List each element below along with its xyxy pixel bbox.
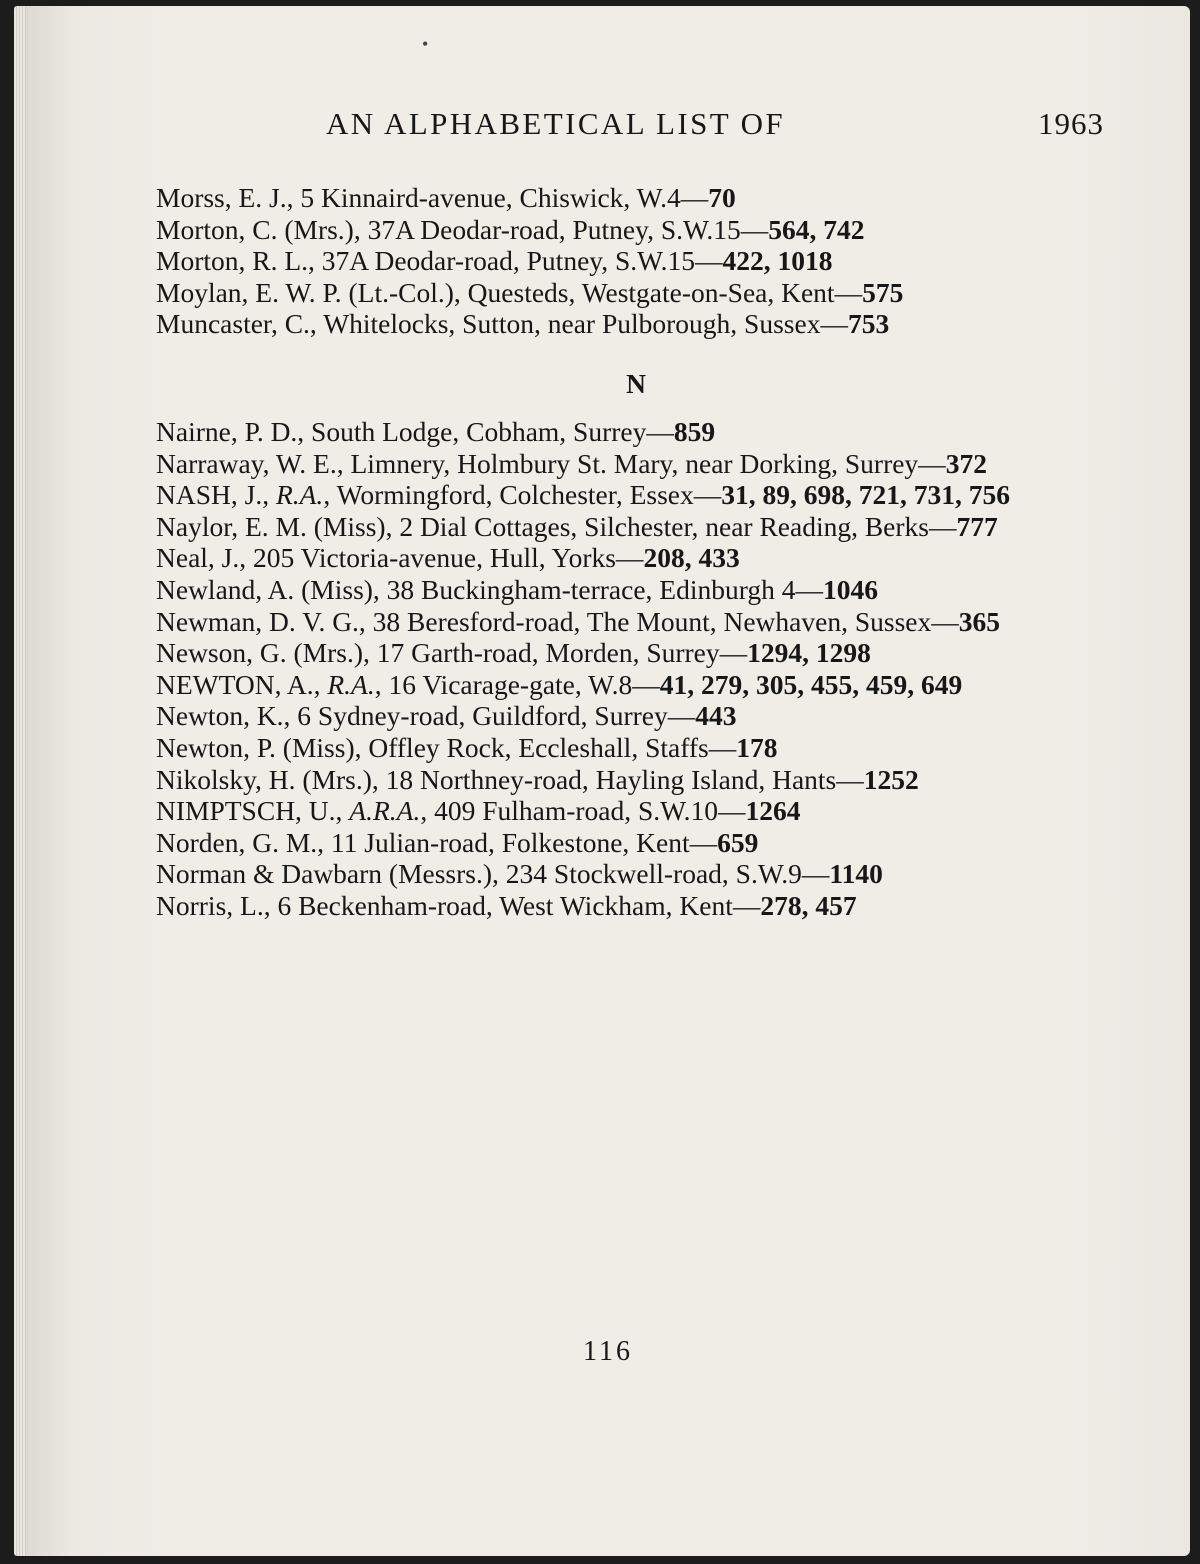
- list-entry: Newton, K., 6 Sydney-road, Guildford, Surrey—443: [156, 700, 737, 732]
- list-entry: Newland, A. (Miss), 38 Buckingham-terrace, Edinburgh 4—1046: [156, 573, 878, 605]
- list-entry: NASH, J., R.A., Wormingford, Colchester, Essex—31, 89, 698, 721, 731, 756: [156, 479, 1010, 511]
- list-entry: Newman, D. V. G., 38 Beresford-road, The Mount, Newhaven, Sussex—365: [156, 605, 1000, 637]
- list-entry: Nairne, P. D., South Lodge, Cobham, Surrey—859: [156, 415, 716, 447]
- list-entry: Narraway, W. E., Limnery, Holmbury St. Mary, near Dorking, Surrey—372: [156, 447, 987, 479]
- list-entry: Morton, R. L., 37A Deodar-road, Putney, S.W.15—422, 1018: [156, 245, 833, 277]
- entries-before-section: [156, 182, 1116, 340]
- list-entry: Norden, G. M., 11 Julian-road, Folkestone, Kent—659: [156, 826, 759, 858]
- list-entry: Muncaster, C., Whitelocks, Sutton, near Pulborough, Sussex—753: [156, 308, 890, 340]
- header-title: AN ALPHABETICAL LIST OF: [326, 106, 786, 141]
- entries-after-section: [156, 416, 1116, 922]
- list-entry: Newton, P. (Miss), Offley Rock, Eccleshall, Staffs—178: [156, 731, 778, 763]
- list-entry: Neal, J., 205 Victoria-avenue, Hull, Yorks—208, 433: [156, 542, 740, 574]
- entry-list: [156, 182, 1116, 921]
- list-entry: Morton, C. (Mrs.), 37A Deodar-road, Putney, S.W.15—564, 742: [156, 213, 865, 245]
- list-entry: Nikolsky, H. (Mrs.), 18 Northney-road, Hayling Island, Hants—1252: [156, 763, 919, 795]
- header-year: 1963: [1038, 106, 1104, 141]
- list-entry: Morss, E. J., 5 Kinnaird-avenue, Chiswick, W.4—70: [156, 182, 736, 213]
- running-header: [326, 106, 1104, 142]
- list-entry: Norris, L., 6 Beckenham-road, West Wickham, Kent—278, 457: [156, 889, 857, 921]
- list-entry: Norman & Dawbarn (Messrs.), 234 Stockwell-road, S.W.9—1140: [156, 858, 883, 890]
- list-entry: Naylor, E. M. (Miss), 2 Dial Cottages, Silchester, near Reading, Berks—777: [156, 510, 998, 542]
- list-entry: NIMPTSCH, U., A.R.A., 409 Fulham-road, S.W.10—1264: [156, 795, 801, 827]
- list-entry: NEWTON, A., R.A., 16 Vicarage-gate, W.8—41, 279, 305, 455, 459, 649: [156, 668, 963, 700]
- book-page: [26, 6, 1190, 1556]
- section-letter: N: [626, 367, 646, 399]
- list-entry: Newson, G. (Mrs.), 17 Garth-road, Morden, Surrey—1294, 1298: [156, 637, 871, 669]
- list-entry: Moylan, E. W. P. (Lt.-Col.), Questeds, Westgate-on-Sea, Kent—575: [156, 276, 904, 308]
- page-number: 116: [583, 1336, 633, 1367]
- print-speck: •: [422, 34, 429, 54]
